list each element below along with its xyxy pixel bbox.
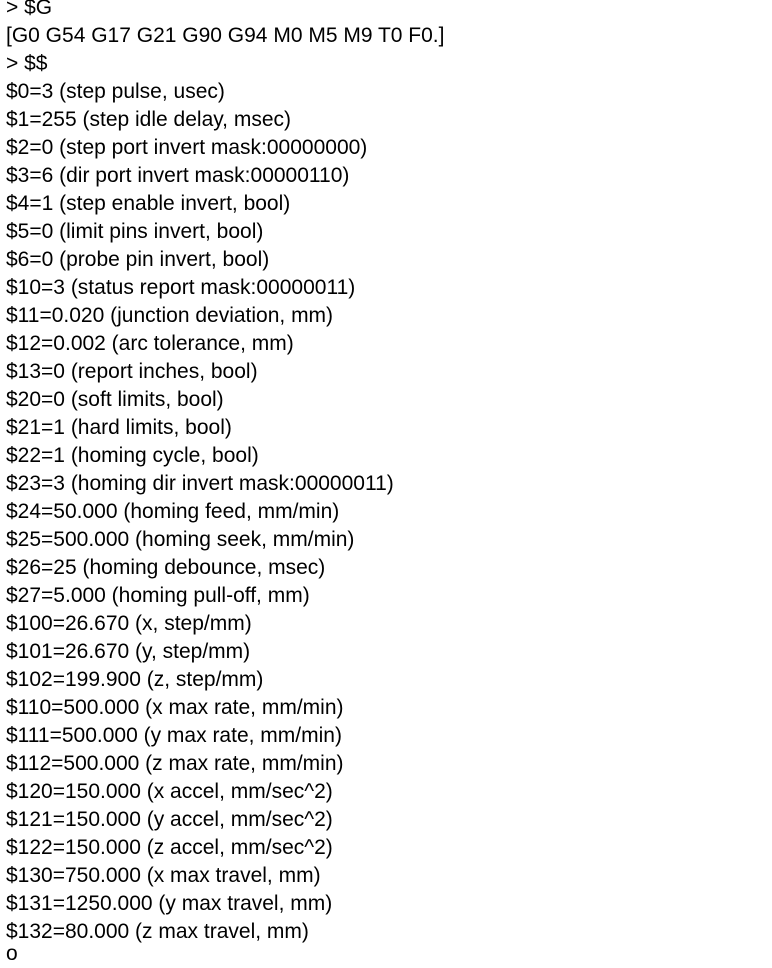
setting-line: $101=26.670 (y, step/mm) [6,640,251,663]
setting-line: $100=26.670 (x, step/mm) [6,612,252,635]
setting-line: $10=3 (status report mask:00000011) [6,276,356,299]
setting-line: $13=0 (report inches, bool) [6,360,258,383]
setting-line: $4=1 (step enable invert, bool) [6,192,291,215]
setting-line: $23=3 (homing dir invert mask:00000011) [6,472,394,495]
setting-line: $25=500.000 (homing seek, mm/min) [6,528,355,551]
console-command: > $G [6,0,53,19]
setting-line: $6=0 (probe pin invert, bool) [6,248,270,271]
setting-line: $26=25 (homing debounce, msec) [6,556,326,579]
console-output [6,0,766,946]
setting-line: $121=150.000 (y accel, mm/sec^2) [6,808,333,831]
console-command: > $$ [6,52,48,75]
setting-line: $3=6 (dir port invert mask:00000110) [6,164,350,187]
setting-line: $11=0.020 (junction deviation, mm) [6,304,334,327]
setting-line: $5=0 (limit pins invert, bool) [6,220,264,243]
setting-line: $0=3 (step pulse, usec) [6,80,225,103]
setting-line: $111=500.000 (y max rate, mm/min) [6,724,342,747]
setting-line: $20=0 (soft limits, bool) [6,388,224,411]
setting-line: $12=0.002 (arc tolerance, mm) [6,332,294,355]
setting-line: $1=255 (step idle delay, msec) [6,108,292,131]
setting-line: $2=0 (step port invert mask:00000000) [6,136,368,159]
setting-line: $120=150.000 (x accel, mm/sec^2) [6,780,333,803]
setting-line: $130=750.000 (x max travel, mm) [6,864,321,887]
setting-line: $27=5.000 (homing pull-off, mm) [6,584,310,607]
setting-line: $21=1 (hard limits, bool) [6,416,232,439]
setting-line: $132=80.000 (z max travel, mm) [6,920,309,943]
console-response: [G0 G54 G17 G21 G90 G94 M0 M5 M9 T0 F0.] [6,24,445,47]
setting-line: $122=150.000 (z accel, mm/sec^2) [6,836,333,859]
setting-line: $24=50.000 (homing feed, mm/min) [6,500,340,523]
setting-line: $112=500.000 (z max rate, mm/min) [6,752,344,775]
setting-line: $102=199.900 (z, step/mm) [6,668,264,691]
cut-off-glyph: o [6,942,18,965]
setting-line: $131=1250.000 (y max travel, mm) [6,892,333,915]
setting-line: $110=500.000 (x max rate, mm/min) [6,696,344,719]
cut-off-next-line [6,942,20,965]
setting-line: $22=1 (homing cycle, bool) [6,444,259,467]
